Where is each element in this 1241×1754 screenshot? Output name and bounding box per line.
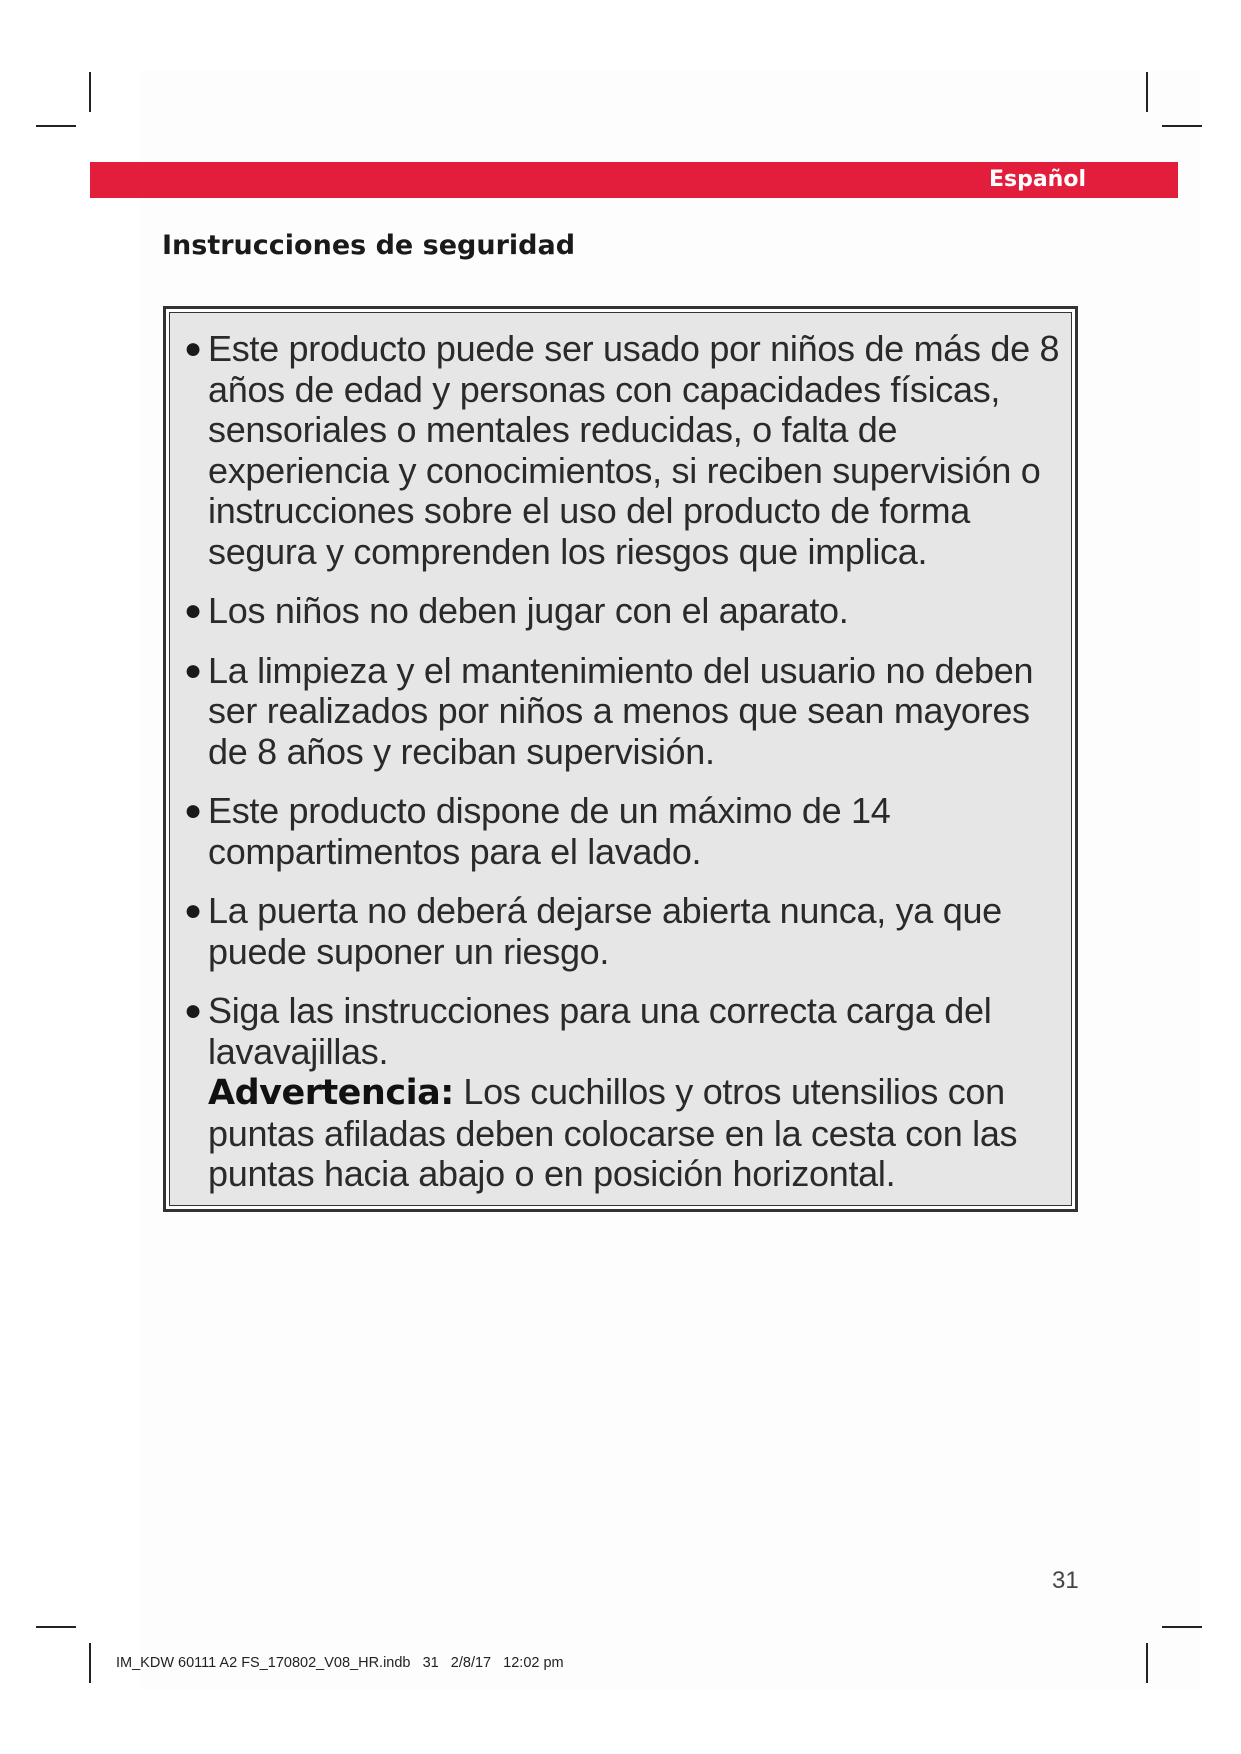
- bullet-icon: ●: [184, 994, 202, 1027]
- safety-instructions-box: [163, 306, 1078, 1212]
- language-label: Español: [988, 167, 1086, 192]
- safety-item-text: La limpieza y el mantenimiento del usuario no deben ser realizados por niños a menos que sean mayores de 8 años y reciban supervisión.: [208, 649, 1034, 772]
- bullet-icon: ●: [184, 794, 202, 827]
- bullet-icon: ●: [184, 332, 202, 365]
- crop-mark-bottom-right-vertical: [1146, 1643, 1148, 1683]
- language-header-bar: [90, 162, 1178, 198]
- warning-text: Los cuchillos y otros utensilios con puntas afiladas deben colocarse en la cesta con las puntas hacia abajo o en posición horizontal.: [208, 1071, 1018, 1194]
- safety-item: [184, 891, 1061, 972]
- crop-mark-top-left-vertical: [89, 72, 91, 112]
- crop-mark-bottom-right-horizontal: [1162, 1626, 1202, 1628]
- crop-mark-bottom-left-horizontal: [36, 1626, 76, 1628]
- crop-mark-top-right-vertical: [1146, 72, 1148, 112]
- safety-item-text: Siga las instrucciones para una correcta carga del lavavajillas.: [208, 990, 992, 1072]
- page-number: 31: [1052, 1567, 1079, 1594]
- section-title: Instrucciones de seguridad: [162, 230, 576, 261]
- safety-item: [184, 991, 1061, 1195]
- safety-item: [184, 651, 1061, 773]
- print-slug: [116, 1654, 564, 1672]
- safety-item: [184, 591, 1061, 632]
- safety-item: [184, 329, 1061, 572]
- safety-item-text: Este producto puede ser usado por niños de más de 8 años de edad y personas con capacidades físicas, sensoriales o mentales reducidas, o falta de experiencia y conocimientos, si reciben supervisión o instrucciones sobre el uso del producto de forma segura y comprenden los riesgos que implica.: [208, 328, 1060, 572]
- crop-mark-bottom-left-vertical: [89, 1643, 91, 1683]
- crop-mark-top-right-horizontal: [1162, 125, 1202, 127]
- safety-item-text: Los niños no deben jugar con el aparato.: [208, 590, 849, 631]
- bullet-icon: ●: [184, 653, 202, 687]
- print-slug-text: IM_KDW 60111 A2 FS_170802_V08_HR.indb 31 2/8/17 12:02 pm: [116, 1655, 564, 1671]
- warning-label: Advertencia:: [208, 1073, 454, 1113]
- bullet-icon: ●: [184, 594, 202, 627]
- bullet-icon: ●: [184, 894, 202, 927]
- safety-instructions-panel: [169, 312, 1072, 1206]
- safety-item-text: La puerta no deberá dejarse abierta nunca, ya que puede suponer un riesgo.: [208, 890, 1002, 972]
- safety-item-text: Este producto dispone de un máximo de 14 compartimentos para el lavado.: [208, 790, 891, 872]
- crop-mark-top-left-horizontal: [36, 125, 76, 127]
- safety-list: [184, 329, 1061, 1195]
- safety-item: [184, 791, 1061, 872]
